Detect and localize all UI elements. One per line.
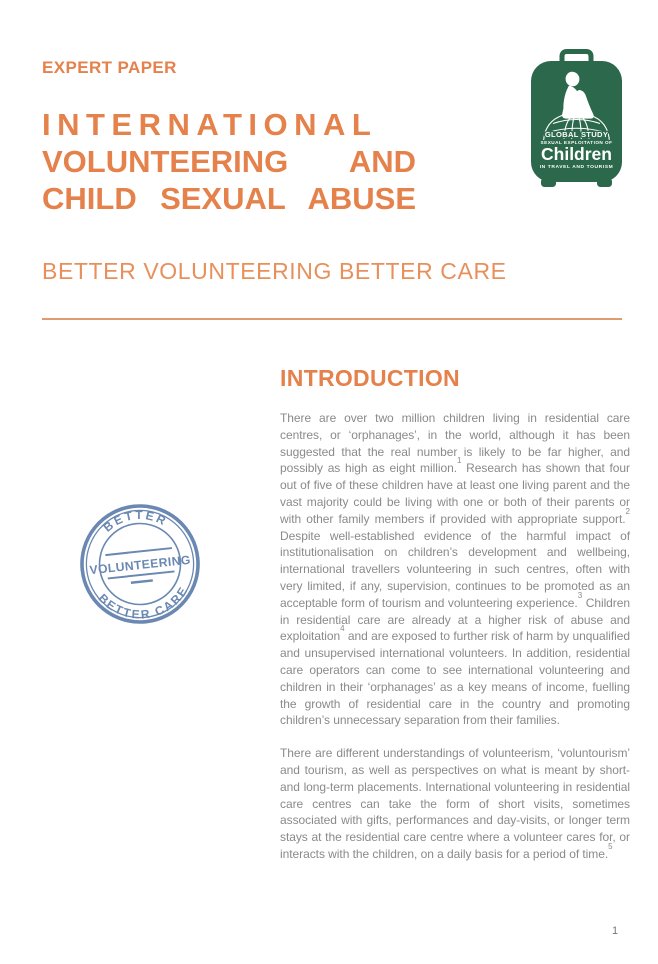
page-number: 1	[612, 925, 619, 937]
stamp-text-middle: VOLUNTEERING	[88, 552, 192, 578]
section-heading-introduction: INTRODUCTION	[280, 365, 460, 391]
paragraph: There are different understandings of volunteerism, ‘voluntourism’ and tourism, as well as perspectives on what is meant by short- and long-term placements. International volunteering in residential care centres can take the form of short visits, sometimes associated with gifts, performances and day-visits, or longer term stays at the residential care centre where a volunteer cares for, or interacts with the children, on a daily basis for a period of time.$^5$	[280, 746, 630, 861]
global-study-suitcase-logo-icon	[528, 46, 625, 196]
title-line-2: VOLUNTEERING AND	[42, 144, 416, 179]
logo-text-travel-tourism: IN TRAVEL AND TOURISM	[539, 165, 614, 170]
title-line-3: CHILD SEXUAL ABUSE	[42, 181, 416, 216]
intro-paragraphs	[280, 410, 630, 879]
logo-text-global-study: GLOBAL STUDY	[544, 130, 609, 139]
kicker-expert-paper: EXPERT PAPER	[42, 58, 177, 77]
horizontal-divider	[42, 318, 622, 320]
paragraph: There are over two million children living in residential care centres, or ‘orphanages’, in the world, although it has been suggested that the real number is likely to be far higher, and possibly as high as eight million.$^1$ Research has shown that four out of five of these children have at least one living parent and the vast majority could be living with one or both of their parents or with other family members if provided with appropriate support.$^2$ Despite well-established evidence of the harmful impact of institutionalisation on children’s development and wellbeing, international travellers volunteering in such centres, often with very limited, if any, supervision, continues to be promoted as an acceptable form of tourism and volunteering experience.$^3$ Children in residential care are already at a higher risk of abuse and exploitation$^4$ and are exposed to further risk of harm by unqualified and unsupervised international volunteers. In addition, residential care operators can come to see international volunteering and children in their ‘orphanages’ as a key means of income, fuelling the growth of residential care in the country and promoting children’s unnecessary separation from their families.	[280, 411, 630, 728]
footnote-marker: 3	[577, 590, 583, 600]
logo-text-sexual-exploitation: SEXUAL EXPLOITATION OF	[540, 140, 613, 145]
subtitle-better-volunteering: BETTER VOLUNTEERING BETTER CARE	[42, 258, 507, 284]
stamp-rule-short	[131, 579, 153, 584]
better-volunteering-stamp-icon	[78, 502, 202, 626]
title-line-1: INTERNATIONAL	[42, 107, 378, 142]
footnote-marker: 1	[456, 456, 462, 466]
page-title	[42, 106, 416, 217]
stamp-text-bottom: BETTER CARE	[95, 583, 192, 622]
stamp-text-top: BETTER	[100, 507, 171, 535]
footnote-marker: 2	[625, 506, 630, 516]
logo-text-children: Children	[541, 144, 612, 164]
footnote-marker: 4	[340, 624, 345, 634]
footnote-marker: 5	[608, 841, 613, 851]
